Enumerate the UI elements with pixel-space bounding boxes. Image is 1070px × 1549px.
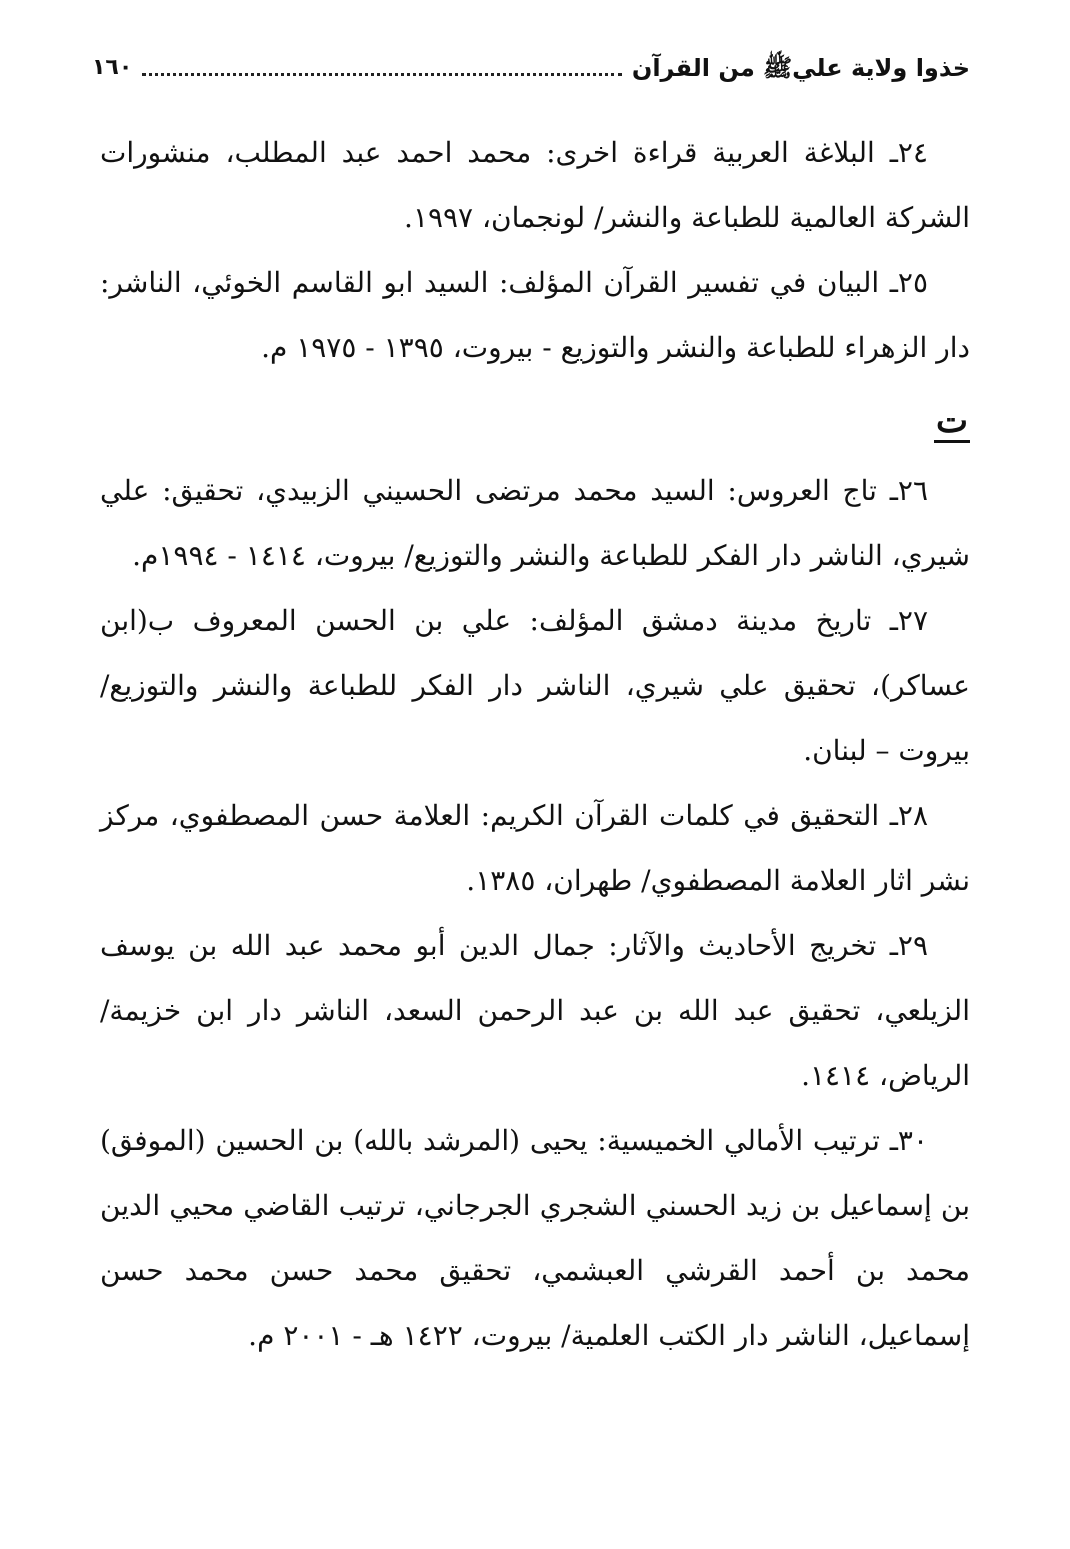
bibliography-entry-28: ٢٨ـ التحقيق في كلمات القرآن الكريم: العلامة حسن المصطفوي، مركز نشر اثار العلامة المصطفوي/ طهران، ١٣٨٥. [100, 799, 970, 897]
bibliography-entry-27: ٢٧ـ تاريخ مدينة دمشق المؤلف: علي بن الحسن المعروف ب(ابن عساكر)، تحقيق علي شيري، الناشر دار الفكر للطباعة والنشر والتوزيع/ بيروت – لبنان. [100, 604, 970, 767]
bibliography-list [100, 120, 970, 1368]
bibliography-entry-24: ٢٤ـ البلاغة العربية قراءة اخرى: محمد احمد عبد المطلب، منشورات الشركة العالمية للطباعة والنشر/ لونجمان، ١٩٩٧. [100, 136, 970, 234]
bibliography-entry-26: ٢٦ـ تاج العروس: السيد محمد مرتضى الحسيني الزبيدي، تحقيق: علي شيري، الناشر دار الفكر للطباعة والنشر والتوزيع/ بيروت، ١٤١٤ - ١٩٩٤م. [100, 474, 970, 572]
bibliography-entry-29: ٢٩ـ تخريج الأحاديث والآثار: جمال الدين أبو محمد عبد الله بن يوسف الزيلعي، تحقيق عبد الله بن عبد الرحمن السعد، الناشر دار ابن خزيمة/ الرياض، ١٤١٤. [100, 929, 970, 1092]
header-dot-leader [142, 73, 622, 76]
bibliography-entry-25: ٢٥ـ البيان في تفسير القرآن المؤلف: السيد ابو القاسم الخوئي، الناشر: دار الزهراء للطباعة والنشر والتوزيع - بيروت، ١٣٩٥ - ١٩٧٥ م. [100, 266, 970, 364]
running-header [92, 44, 970, 88]
bibliography-entry-30: ٣٠ـ ترتيب الأمالي الخميسية: يحيى (المرشد بالله) بن الحسين (الموفق) بن إسماعيل بن زيد الحسني الشجري الجرجاني، ترتيب القاضي محيي الدين محمد بن أحمد القرشي العبشمي، تحقيق محمد حسن محمد حسن إسماعيل، الناشر دار الكتب العلمية/ بيروت، ١٤٢٢ هـ - ٢٠٠١ م. [100, 1124, 970, 1352]
page-number: ١٦٠ [92, 55, 133, 80]
section-letter: ت [935, 401, 968, 441]
section-letter-heading [100, 390, 970, 452]
header-title: خذوا ولاية عليﷺ من القرآن [631, 54, 970, 82]
